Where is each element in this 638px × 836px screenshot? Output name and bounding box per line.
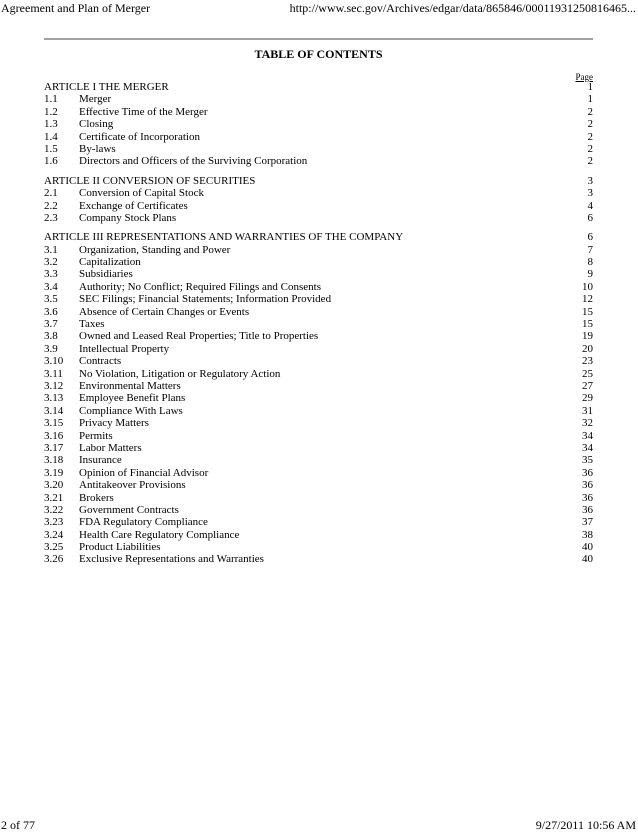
toc-page-number: 15 [582, 305, 593, 318]
toc-section-number: 1.6 [44, 155, 58, 168]
toc-entry [44, 293, 593, 305]
browser-header-url: http://www.sec.gov/Archives/edgar/data/865846/00011931250816465... [289, 1, 636, 15]
toc-section-number: 3.13 [44, 392, 64, 405]
toc-page-number: 34 [582, 441, 593, 454]
toc-page-number: 35 [582, 454, 593, 467]
toc-page-number: 31 [582, 404, 593, 417]
toc-entry [44, 504, 593, 516]
toc-page-number: 38 [582, 528, 593, 541]
toc-entry [44, 106, 593, 118]
toc-section-title: FDA Regulatory Compliance [79, 516, 208, 529]
toc-page-number: 23 [582, 355, 593, 368]
toc-page-number: 19 [582, 330, 593, 343]
toc-section-title: Effective Time of the Merger [79, 105, 208, 118]
toc-page-number: 36 [582, 503, 593, 516]
toc-section-title: Capitalization [79, 256, 141, 269]
toc-section-number: 3.25 [44, 541, 64, 554]
page-column-label: Page [575, 72, 593, 82]
toc-entry [44, 318, 593, 330]
toc-section-title: Exchange of Certificates [79, 199, 188, 212]
toc-section-title: SEC Filings; Financial Statements; Information Provided [79, 293, 332, 306]
toc-section-number: 2.3 [44, 211, 58, 224]
toc-section-number: 2.2 [44, 199, 58, 212]
toc-page-number: 8 [587, 256, 593, 269]
toc-page-number: 2 [587, 105, 593, 118]
toc-page-number: 1 [587, 93, 593, 106]
footer-timestamp: 9/27/2011 10:56 AM [535, 818, 636, 832]
toc-section-number: 3.2 [44, 256, 58, 269]
toc-entry [44, 306, 593, 318]
toc-section-number: 3.15 [44, 417, 64, 430]
toc-article-group [44, 231, 593, 566]
toc-section-title: Absence of Certain Changes or Events [79, 305, 250, 318]
toc-page-number: 29 [582, 392, 593, 405]
toc-article-heading [44, 231, 593, 243]
toc-page-number: 36 [582, 466, 593, 479]
page-title: TABLE OF CONTENTS [254, 47, 383, 61]
toc-article-heading [44, 175, 593, 187]
table-of-contents [44, 81, 593, 573]
toc-section-title: Owned and Leased Real Properties; Title to Properties [79, 330, 319, 343]
toc-section-number: 3.19 [44, 466, 64, 479]
toc-section-number: 3.18 [44, 454, 64, 467]
toc-entry [44, 430, 593, 442]
toc-entry [44, 93, 593, 105]
toc-page-number: 12 [582, 293, 593, 306]
toc-entry [44, 442, 593, 454]
toc-page-number: 2 [587, 142, 593, 155]
toc-section-number: 2.1 [44, 187, 58, 200]
toc-page-number: 15 [582, 318, 593, 331]
toc-entry [44, 529, 593, 541]
toc-page-number: 40 [582, 541, 593, 554]
footer-page-count: 2 of 77 [1, 818, 35, 832]
toc-entry [44, 541, 593, 553]
toc-entry [44, 479, 593, 491]
toc-page-number: 40 [582, 553, 593, 566]
toc-entry [44, 516, 593, 528]
toc-page-number: 3 [587, 187, 593, 200]
toc-section-number: 1.3 [44, 118, 58, 131]
toc-section-number: 3.8 [44, 330, 58, 343]
toc-entry [44, 380, 593, 392]
toc-section-title: Opinion of Financial Advisor [79, 466, 209, 479]
toc-section-number: 3.4 [44, 280, 58, 293]
toc-entry [44, 492, 593, 504]
toc-entry [44, 467, 593, 479]
toc-page-number: 1 [587, 81, 593, 93]
toc-entry [44, 392, 593, 404]
toc-entry [44, 405, 593, 417]
toc-page-number: 20 [582, 342, 593, 355]
toc-section-title: No Violation, Litigation or Regulatory Action [79, 367, 281, 380]
browser-header-title: Agreement and Plan of Merger [1, 1, 151, 15]
toc-page-number: 6 [587, 231, 593, 244]
toc-page-number: 36 [582, 479, 593, 492]
toc-section-number: 3.6 [44, 305, 58, 318]
toc-page-number: 37 [582, 516, 593, 529]
toc-section-title: Insurance [79, 454, 122, 467]
toc-section-title: Compliance With Laws [79, 404, 183, 417]
toc-section-title: Permits [79, 429, 113, 442]
toc-entry [44, 244, 593, 256]
toc-section-title: Privacy Matters [79, 417, 149, 430]
toc-entry [44, 417, 593, 429]
toc-page-number: 32 [582, 417, 593, 430]
toc-section-title: Merger [79, 93, 112, 106]
toc-article-title: ARTICLE III REPRESENTATIONS AND WARRANTIES OF THE COMPANY [44, 231, 404, 244]
toc-section-title: Closing [79, 118, 114, 131]
toc-section-number: 3.7 [44, 318, 58, 331]
toc-page-number: 2 [587, 155, 593, 168]
toc-section-number: 3.21 [44, 491, 64, 504]
toc-section-title: Health Care Regulatory Compliance [79, 528, 240, 541]
toc-section-number: 3.26 [44, 553, 64, 566]
toc-section-number: 3.12 [44, 379, 64, 392]
toc-article-group [44, 81, 593, 168]
toc-section-number: 3.9 [44, 342, 58, 355]
toc-entry [44, 155, 593, 167]
toc-section-title: Certificate of Incorporation [79, 130, 200, 143]
toc-page-number: 27 [582, 379, 593, 392]
toc-article-title: ARTICLE I THE MERGER [44, 81, 169, 93]
toc-section-number: 3.11 [44, 367, 63, 380]
toc-page-number: 3 [587, 174, 593, 187]
top-divider [44, 38, 593, 40]
toc-entry [44, 200, 593, 212]
toc-entry [44, 355, 593, 367]
toc-section-number: 3.24 [44, 528, 64, 541]
toc-article-group [44, 175, 593, 225]
toc-section-title: Intellectual Property [79, 342, 170, 355]
toc-section-title: Labor Matters [79, 441, 142, 454]
toc-page-number: 25 [582, 367, 593, 380]
toc-section-number: 3.14 [44, 404, 64, 417]
toc-page-number: 10 [582, 280, 593, 293]
toc-section-title: By-laws [79, 142, 116, 155]
toc-entry [44, 212, 593, 224]
toc-section-title: Environmental Matters [79, 379, 181, 392]
toc-page-number: 9 [587, 268, 593, 281]
toc-section-title: Contracts [79, 355, 122, 368]
toc-section-title: Conversion of Capital Stock [79, 187, 204, 200]
toc-section-title: Brokers [79, 491, 114, 504]
toc-page-number: 36 [582, 491, 593, 504]
toc-entry [44, 330, 593, 342]
toc-section-title: Product Liabilities [79, 541, 161, 554]
toc-article-title: ARTICLE II CONVERSION OF SECURITIES [44, 174, 256, 187]
toc-section-number: 3.23 [44, 516, 64, 529]
toc-section-title: Company Stock Plans [79, 211, 177, 224]
toc-section-number: 3.17 [44, 441, 64, 454]
toc-entry [44, 131, 593, 143]
toc-entry [44, 143, 593, 155]
toc-section-title: Exclusive Representations and Warranties [79, 553, 264, 566]
toc-section-number: 3.16 [44, 429, 64, 442]
toc-entry [44, 343, 593, 355]
toc-article-heading [44, 81, 593, 93]
toc-page-number: 2 [587, 130, 593, 143]
toc-page-number: 7 [587, 243, 593, 256]
toc-section-number: 3.22 [44, 503, 64, 516]
toc-page-number: 34 [582, 429, 593, 442]
toc-entry [44, 118, 593, 130]
toc-section-title: Employee Benefit Plans [79, 392, 186, 405]
toc-page-number: 2 [587, 118, 593, 131]
toc-entry [44, 187, 593, 199]
toc-entry [44, 268, 593, 280]
toc-section-number: 1.4 [44, 130, 58, 143]
toc-section-number: 3.10 [44, 355, 64, 368]
toc-entry [44, 281, 593, 293]
toc-section-title: Subsidiaries [79, 268, 133, 281]
toc-page-number: 4 [587, 199, 593, 212]
toc-section-number: 1.2 [44, 105, 58, 118]
toc-section-title: Organization, Standing and Power [79, 243, 231, 256]
toc-section-number: 3.1 [44, 243, 58, 256]
toc-page-number: 6 [587, 211, 593, 224]
toc-section-number: 1.5 [44, 142, 58, 155]
toc-section-title: Antitakeover Provisions [79, 479, 186, 492]
toc-entry [44, 553, 593, 565]
toc-section-number: 3.20 [44, 479, 64, 492]
toc-section-title: Directors and Officers of the Surviving Corporation [79, 155, 308, 168]
toc-entry [44, 256, 593, 268]
toc-entry [44, 368, 593, 380]
toc-section-number: 3.3 [44, 268, 58, 281]
toc-section-number: 3.5 [44, 293, 58, 306]
toc-section-title: Taxes [79, 318, 105, 331]
toc-section-title: Authority; No Conflict; Required Filings and Consents [79, 280, 321, 293]
toc-section-title: Government Contracts [79, 503, 179, 516]
toc-section-number: 1.1 [44, 93, 58, 106]
toc-entry [44, 454, 593, 466]
